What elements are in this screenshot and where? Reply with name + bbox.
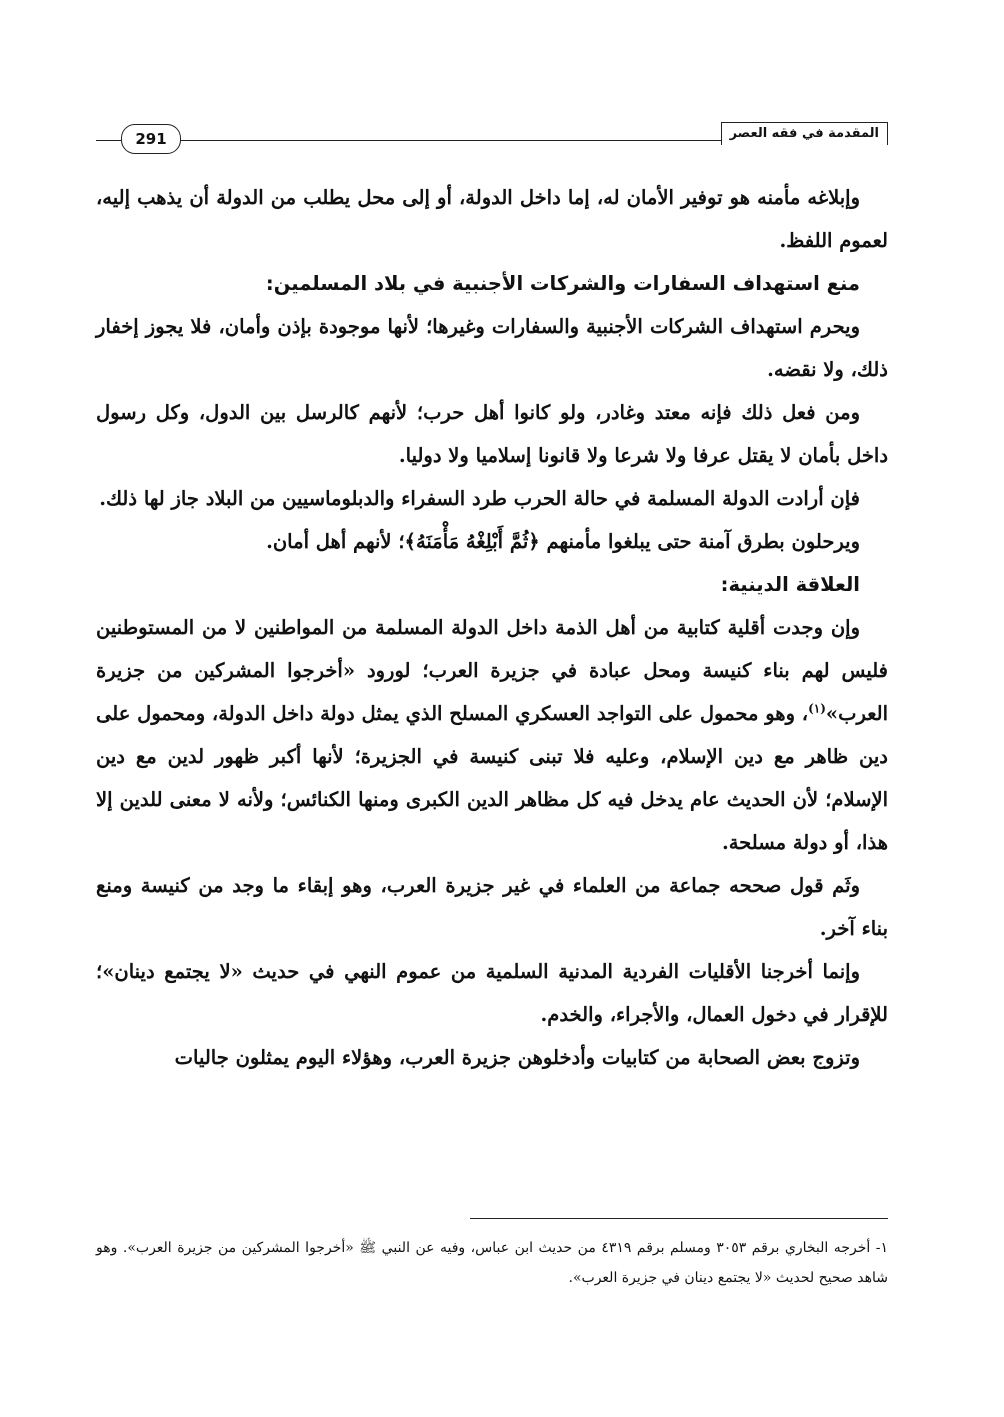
running-title: المقدمة في فقه العصر [721,122,888,145]
paragraph-7: وثَم قول صححه جماعة من العلماء في غير جزيرة العرب، وهو إبقاء ما وجد من كنيسة ومنع بناء آخر. [96,874,888,940]
section-heading-religious-relation: العلاقة الدينية: [720,573,860,596]
paragraph-4: فإن أرادت الدولة المسلمة في حالة الحرب طرد السفراء والدبلوماسيين من البلاد جاز لها ذلك. [99,487,860,510]
section-heading-embassies: منع استهداف السفارات والشركات الأجنبية في بلاد المسلمين: [265,272,860,295]
paragraph-6-part-b: ، وهو محمول على التواجد العسكري المسلح الذي يمثل دولة داخل الدولة، ومحمول على دين ظاهر مع دين الإسلام، وعليه فلا تبنى كنيسة في الجزيرة؛ لأنها أكبر ظهور لدين مع دين الإسلام؛ لأن الحديث عام يدخل فيه كل مظاهر الدين الكبرى ومنها الكنائس؛ ولأنه لا معنى للدين إلا هذا، أو دولة مسلحة. [96,702,888,854]
paragraph-6-part-a: وإن وجدت أقلية كتابية من أهل الذمة داخل الدولة المسلمة من المواطنين لا من المستوطنين فليس لهم بناء كنيسة ومحل عبادة في جزيرة العرب؛ لورود «أخرجوا المشركين من جزيرة العرب» [96,616,888,725]
footnotes [96,1233,888,1293]
footnote-reference: (١) [808,701,826,716]
footnote-separator [470,1218,888,1219]
paragraph-9: وتزوج بعض الصحابة من كتابيات وأدخلوهن جزيرة العرب، وهؤلاء اليوم يمثلون جاليات [174,1046,860,1069]
footnote-1: ١- أخرجه البخاري برقم ٣٠٥٣ ومسلم برقم ٤٣١٩ من حديث ابن عباس، وفيه عن النبي ﷺ «أخرجوا المشركين من جزيرة العرب». وهو شاهد صحيح لحديث «لا يجتمع دينان في جزيرة العرب». [96,1240,888,1286]
paragraph-3: ومن فعل ذلك فإنه معتد وغادر، ولو كانوا أهل حرب؛ لأنهم كالرسل بين الدول، وكل رسول داخل بأمان لا يقتل عرفا ولا شرعا ولا قانونا إسلاميا ولا دوليا. [96,401,888,467]
paragraph-2: ويحرم استهداف الشركات الأجنبية والسفارات وغيرها؛ لأنها موجودة بإذن وأمان، فلا يجوز إخفار ذلك، ولا نقضه. [96,315,888,381]
paragraph-6 [96,606,888,864]
paragraph-8: وإنما أخرجنا الأقليات الفردية المدنية السلمية من عموم النهي في حديث «لا يجتمع دينان»؛ للإقرار في دخول العمال، والأجراء، والخدم. [96,960,888,1026]
page-number: 291 [121,124,181,154]
paragraph-5: ويرحلون بطرق آمنة حتى يبلغوا مأمنهم ﴿ثُمَّ أَبْلِغْهُ مَأْمَنَهُ﴾؛ لأنهم أهل أمان. [266,530,860,553]
page-header [96,118,888,158]
paragraph-1: وإبلاغه مأمنه هو توفير الأمان له، إما داخل الدولة، أو إلى محل يطلب من الدولة أن يذهب إليه، لعموم اللفظ. [96,186,888,252]
page-body [96,176,888,1079]
